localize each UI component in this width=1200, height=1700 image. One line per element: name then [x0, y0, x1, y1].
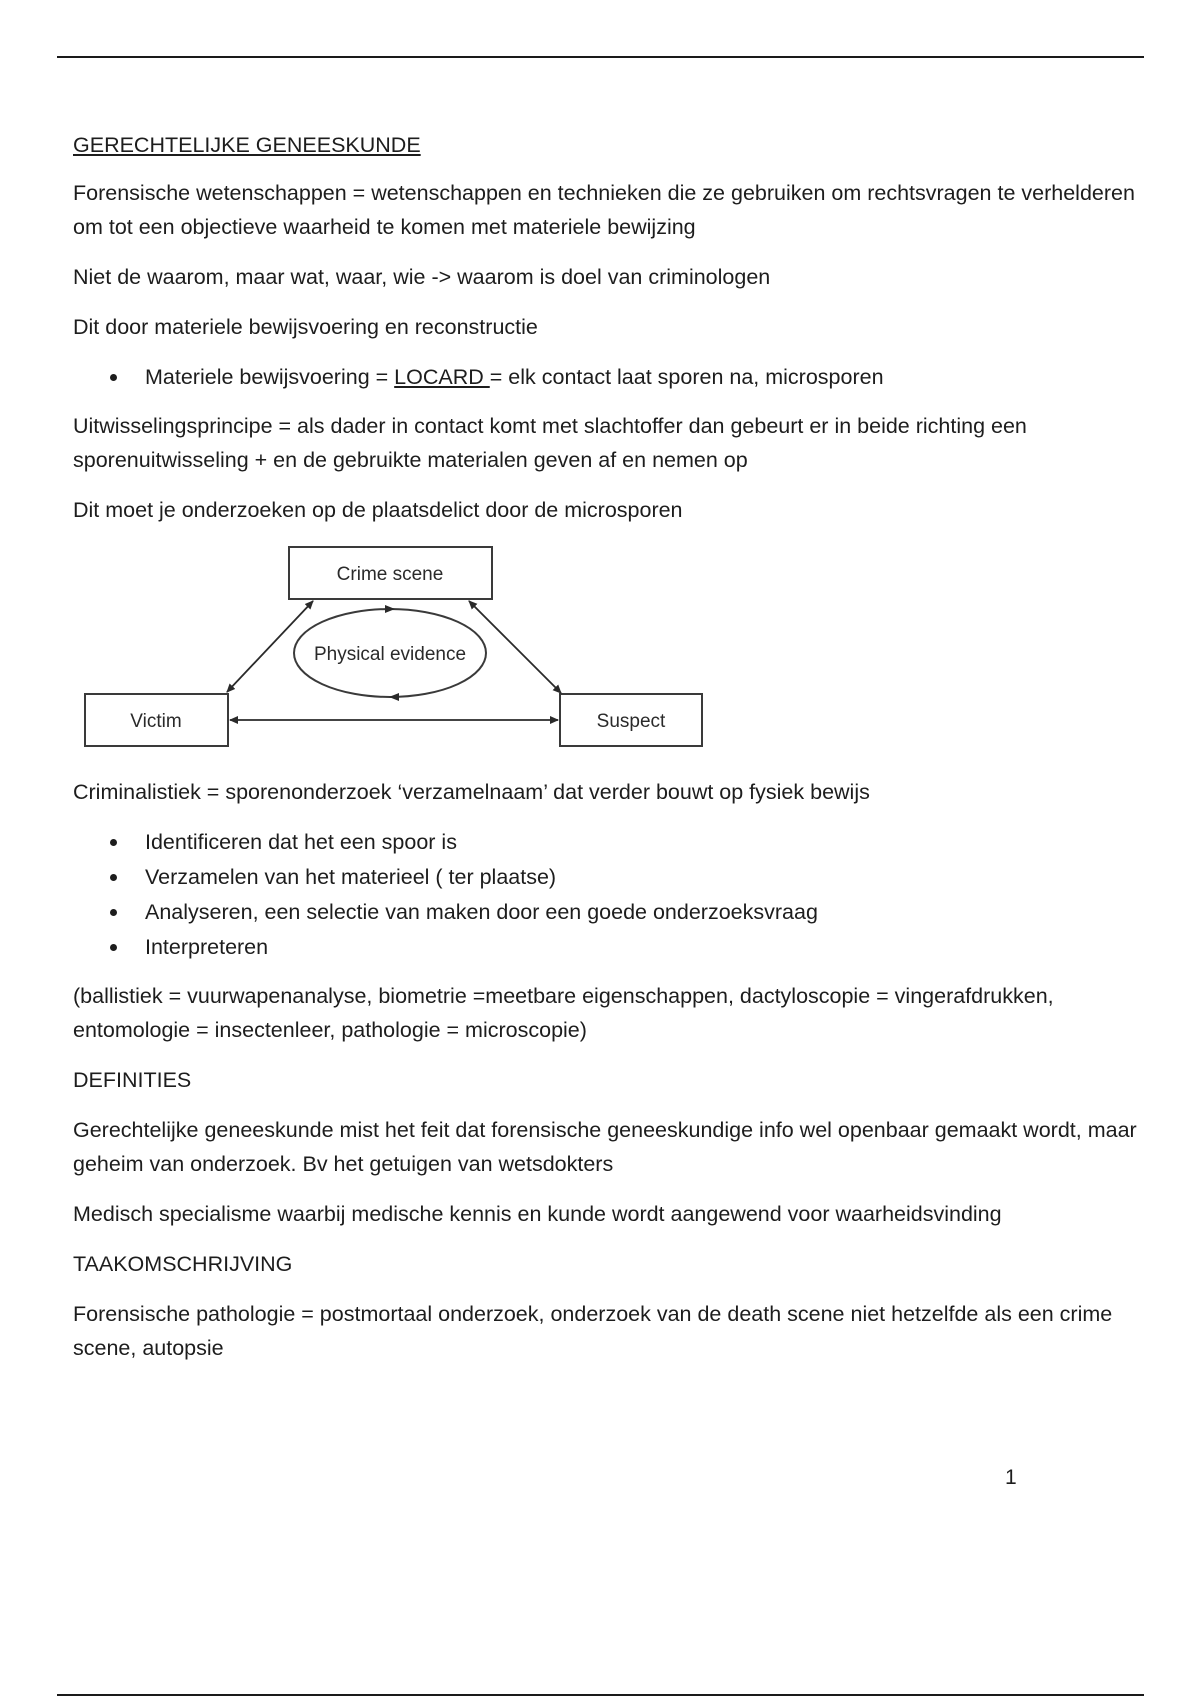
- list-item: Interpreteren: [73, 930, 1158, 965]
- paragraph-plaatsdelict: Dit moet je onderzoeken op de plaatsdelict door de microsporen: [73, 498, 683, 522]
- paragraph-bewijsvoering: Dit door materiele bewijsvoering en reconstructie: [73, 315, 538, 339]
- locard-term: LOCARD: [394, 365, 490, 389]
- top-rule: [57, 56, 1144, 58]
- list-item: Verzamelen van het materieel ( ter plaatse): [73, 860, 1158, 895]
- suspect-label: Suspect: [596, 711, 666, 732]
- locard-prefix: Materiele bewijsvoering =: [145, 365, 395, 389]
- document-title: GERECHTELIJKE GENEESKUNDE: [73, 133, 421, 157]
- crime-scene-label: Crime scene: [336, 564, 444, 585]
- arrow-crime-scene-victim: [227, 601, 313, 692]
- bottom-rule: [57, 1694, 1144, 1696]
- list-item: Identificeren dat het een spoor is: [73, 825, 1158, 860]
- list-item-locard: [73, 360, 1158, 395]
- cycle-arrow-bottom-icon: [389, 693, 399, 701]
- page-number: 1: [1005, 1466, 1017, 1489]
- heading-definities: DEFINITIES: [73, 1068, 192, 1092]
- paragraph-forensische-wetenschappen: Forensische wetenschappen = wetenschappen en technieken die ze gebruiken om rechtsvragen te verhelderen om tot een objectieve waarheid te komen met materiele bewijzing: [73, 181, 1135, 239]
- document-page: [73, 128, 1158, 1381]
- paragraph-criminalistiek: Criminalistiek = sporenonderzoek ‘verzamelnaam’ dat verder bouwt op fysiek bewijs: [73, 780, 870, 804]
- physical-evidence-label: Physical evidence: [313, 644, 467, 665]
- cycle-arrow-top-icon: [385, 605, 395, 613]
- locard-suffix: = elk contact laat sporen na, microsporen: [489, 365, 884, 389]
- arrow-crime-scene-suspect: [469, 601, 561, 693]
- paragraph-disciplines: (ballistiek = vuurwapenanalyse, biometrie =meetbare eigenschappen, dactyloscopie = vingerafdrukken, entomologie = insectenleer, pathologie = microscopie): [73, 984, 1054, 1042]
- heading-taakomschrijving: TAAKOMSCHRIJVING: [73, 1252, 293, 1276]
- paragraph-uitwisselingsprincipe: Uitwisselingsprincipe = als dader in contact komt met slachtoffer dan gebeurt er in beide richting een sporenuitwisseling + en de gebruikte materialen geven af en nemen op: [73, 414, 1027, 472]
- victim-label: Victim: [130, 711, 182, 732]
- list-item: Analyseren, een selectie van maken door een goede onderzoeksvraag: [73, 895, 1158, 930]
- paragraph-niet-de-waarom: Niet de waarom, maar wat, waar, wie -> waarom is doel van criminologen: [73, 265, 771, 289]
- locard-triangle-diagram: [77, 543, 717, 753]
- paragraph-medisch-specialisme: Medisch specialisme waarbij medische kennis en kunde wordt aangewend voor waarheidsvinding: [73, 1202, 1002, 1226]
- paragraph-gerechtelijke-geneeskunde: Gerechtelijke geneeskunde mist het feit dat forensische geneeskundige info wel openbaar gemaakt wordt, maar geheim van onderzoek. Bv het getuigen van wetsdokters: [73, 1118, 1137, 1176]
- locard-bullet-list: [73, 360, 1158, 395]
- criminalistiek-steps-list: [73, 825, 1158, 965]
- paragraph-forensische-pathologie: Forensische pathologie = postmortaal onderzoek, onderzoek van de death scene niet hetzelfde als een crime scene, autopsie: [73, 1302, 1113, 1360]
